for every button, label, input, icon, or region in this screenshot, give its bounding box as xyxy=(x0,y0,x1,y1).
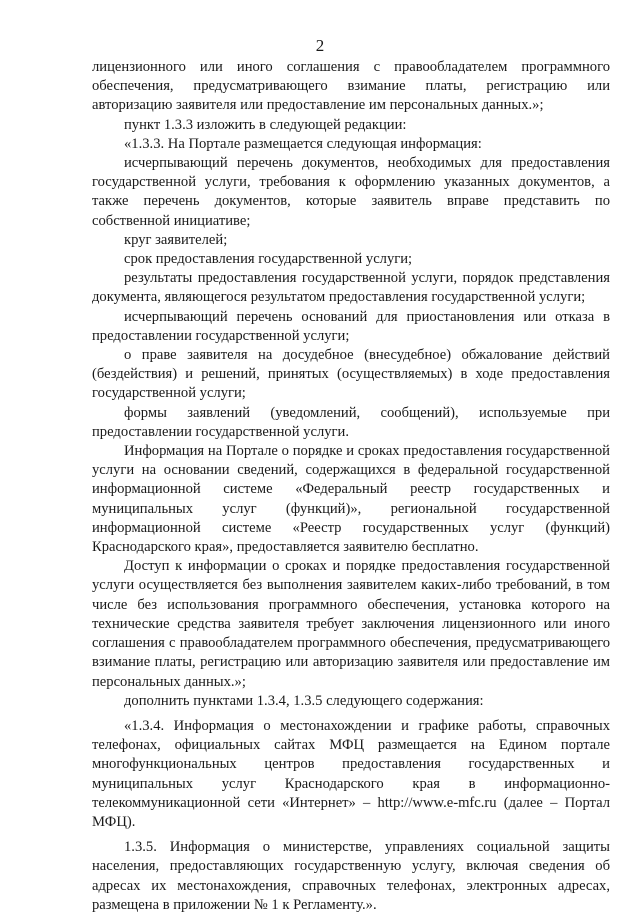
paragraph-9: о праве заявителя на досудебное (внесудебное) обжалование действий (бездействия) и решений, принятых (осуществляемых) в ходе предоставления государственной услуги; xyxy=(92,347,610,402)
paragraph-1: лицензионного или иного соглашения с правообладателем программного обеспечения, предусматривающего взимание платы, регистрацию или авторизацию заявителя или предоставление им персональных данных.»; xyxy=(92,59,610,114)
paragraph-12: Доступ к информации о сроках и порядке предоставления государственной услуги осуществляется без выполнения заявителем каких-либо требований, в том числе без использования программного обеспечения, установка которого на технические средства заявителя требует заключения лицензионного или иного соглашения с правообладателем программного обеспечения, предусматривающего взимание платы, регистрацию или авторизацию заявителя или предоставление им персональных данных.»; xyxy=(92,558,610,690)
paragraph-14: «1.3.4. Информация о местонахождении и графике работы, справочных телефонах, официальных сайтах МФЦ размещается на Едином портале многофункциональных центров предоставления государственных и муниципальных услуг Краснодарского края в информационно-телекоммуникационной сети «Интернет» – http://www.e-mfc.ru (далее – Портал МФЦ). xyxy=(92,717,610,830)
paragraph-5: круг заявителей; xyxy=(124,231,228,248)
page-number: 2 xyxy=(315,36,325,55)
paragraph-6: срок предоставления государственной услуги; xyxy=(124,251,413,268)
paragraph-7: результаты предоставления государственной услуги, порядок представления документа, являющегося результатом предоставления государственной услуги; xyxy=(92,270,610,306)
paragraph-15: 1.3.5. Информация о министерстве, управлениях социальной защиты населения, предоставляющих государственную услугу, включая сведения об адресах их местонахождения, справочных телефонах, электронных адресах, размещена в приложении № 1 к Регламенту.». xyxy=(92,839,610,913)
paragraph-13: дополнить пунктами 1.3.4, 1.3.5 следующего содержания: xyxy=(124,692,484,709)
paragraph-8: исчерпывающий перечень оснований для приостановления или отказа в предоставлении государственной услуги; xyxy=(92,308,610,344)
paragraph-11: Информация на Портале о порядке и сроках предоставления государственной услуги на основании сведений, содержащихся в федеральной государственной информационной системе «Федеральный реестр государственных и муниципальных услуг (функций)», региональной государственной информационной системе «Реестр государственных услуг (функций) Краснодарского края», предоставляется заявителю бесплатно. xyxy=(92,443,610,556)
paragraph-10: формы заявлений (уведомлений, сообщений), используемые при предоставлении государственной услуги. xyxy=(92,404,610,440)
paragraph-2: пункт 1.3.3 изложить в следующей редакции: xyxy=(124,116,407,133)
document-body xyxy=(92,58,610,915)
paragraph-3: «1.3.3. На Портале размещается следующая информация: xyxy=(124,135,482,152)
paragraph-4: исчерпывающий перечень документов, необходимых для предоставления государственной услуги, требования к оформлению указанных документов, а также перечень документов, которые заявитель вправе представить по собственной инициативе; xyxy=(92,155,610,229)
